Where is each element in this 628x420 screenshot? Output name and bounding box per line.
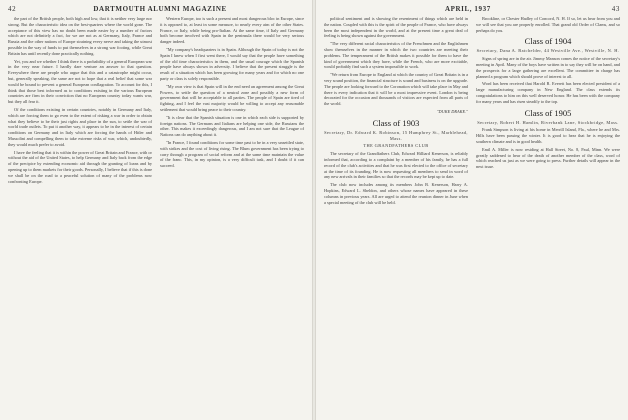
class-1903-secretary: Secretary, Dr. Edward K. Robinson, 15 Humphrey St., Marblehead, Mass. [324,129,468,141]
running-head-left [8,4,304,14]
class-note-paragraph: The club now includes among its members John B. Kenerson, Harry A. Hopkins, Edward L. Sheldon, and others whose names have appeared in these columns in previous years. All are urged to attend the reunion dinner in June when a special meeting of the club will be held. [324,182,468,205]
running-head-right [324,4,620,14]
page-number: 43 [611,5,620,13]
class-note-paragraph: Signs of spring are in the air. Jimmy Manson comes the notice of the secretary's meeting in April. Many of the boys have written in to say they will be on hand, and the prospects for a large gathering are excellent. The committee in charge has planned a program which should prove of interest to all. [476,56,620,79]
class-1905-heading: Class of 1905 [524,107,572,118]
class-note-paragraph: Emil A. Miller is now residing at Hall Street, No. 8, Paul, Minn. We were greatly saddened to hear of the death of another member of the class, word of which reached us just as we were going to press. Further details will appear in the next issue. [476,146,620,170]
article-paragraph: "We return from Europe to England at which the country of Great Britain is in a very sound position, the financial structure is sound and business is on the upgrade. The people are looking forward to the Coronation which will take place in May and there is every indication that it will be a most impressive event. London is being decorated for the occasion and thousands of visitors are expected from all parts of the world. [324,72,468,107]
class-1904-secretary: Secretary, Dana A. Batchelder, 44 Westville Ave., Westville, N. H. [476,48,620,54]
article-paragraph: "My company's headquarters is in Spain. Although the Spain of today is not the Spain I knew when I first went there, I would say that the people have something of the old time characteristics in them, and the usual courage which the Spanish people have always shown in adversity. I believe that the present struggle is the result of a situation which has been growing for many years and for which no one party or class is solely responsible. [160,46,304,81]
article-paragraph: "The very different racial characteristics of the Frenchmen and the Englishmen show themselves in the manner in which the two countries are meeting their problems. The temperament of the British makes it possible for them to have the kind of government which they have, while the French, who are more excitable, would probably find such a system impossible to work. [324,41,468,70]
class-note-paragraph: The secretary of the Grandfathers Club, Edward Hilliard Kenerson, is reliably informed that, according to a complaint by a member of his family, he has a full record of the club's activities and that he was first elected to the office of secretary at the time of its founding. He is now requesting all members to send in word of any new arrivals in their families so that the records may be kept up to date. [324,151,468,180]
class-1904-heading: Class of 1904 [524,36,572,47]
letter-signature: "DUKE DRAKE." [436,108,468,114]
article-paragraph: Yet, you and we whether I think there is a probability of a general European war in the very near future. I hardly dare venture an answer to that question. Everywhere there are people who argue that this and a catastrophe might occur, but, generally speaking, the same are not to hope that a real belief that some war would be bound to prevent a general European conflagration. To account for this, I think that those best informed as to conditions existing in the various European countries are firm in their conviction that no European country today wants war, but they all fear it. [8,58,152,105]
left-column-2 [160,16,304,416]
article-paragraph: "In France, I found conditions for some time past to be in a very unsettled state, with strikes and the cost of living rising. The Blum government has been trying to carry through a program of social reform and at the same time maintain the value of the franc. This, in my opinion, is a very difficult task, and I doubt if it can succeed. [160,139,304,169]
article-paragraph: Brookline, or Chester Hadley of Concord, N. H. If so, let us hear from you and we will see that you are properly enrolled. That grand old Order of Clams, and so perhaps do you. [476,16,620,33]
grandfathers-club-heading: THE GRANDFATHERS CLUB [363,143,429,149]
article-paragraph: Of the conditions existing in certain countries, notably in Germany and Italy, which are forcing them to go even to the extent of risking a war in order to obtain what they believe to be their just rights and place in the sun, to settle the war of world trade outlets. To put it another way, it appears to be in the interest of certain conditions on Germany and in Italy which are forcing the hands of Hitler and Mussolini and compelling them to take extreme risks of war, which, undoubtedly, they would much prefer to avoid. [8,106,152,147]
left-page [0,0,312,420]
article-paragraph: I have the feeling that it is within the power of Great Britain and France, with or without the aid of the United States, to help Germany and Italy back from the edge of the precipice by extending economic aid through the granting of loans and by opening up to them markets for their goods. Personally, I believe that if this is done we shall be on the road to a peaceful solution of many of the problems now confronting Europe. [8,149,152,184]
article-paragraph: "It is clear that the Spanish situation is one in which each side is supported by foreign nations. The Germans and Italians are helping one side, the Russians the other. This makes it exceedingly dangerous, and I am not sure that the League of Nations can do anything about it. [160,114,304,138]
class-1903-heading: Class of 1903 [372,117,420,128]
class-note-paragraph: Frank Simpson is living at his home in Merrill Island, Fla., where he and Mrs. Hills have been passing the winter. It is good to hear that he is enjoying the southern climate and is in good health. [476,127,620,144]
issue-date: APRIL, 1937 [444,5,491,13]
class-1905-secretary: Secretary, Robert H. Hamlin, Riverbank Lane, Stockbridge, Mass. [477,119,619,125]
right-page [316,0,628,420]
class-note-paragraph: Word has been received that Harold R. Everett has been elected president of a large manufacturing company in New England. The class extends its congratulations to him on this well deserved honor. He has been with the company for many years and has risen steadily to the top. [476,81,620,104]
magazine-title: DARTMOUTH ALUMNI MAGAZINE [93,5,227,13]
article-paragraph: the part of the British people, both high and low, that it is neither very large nor strong. But the characteristic idea on the best-quarters where the world gone. The acceptance of this view has no doubt been made easier by a number of factors which are not definitely a fact, for we are not as at Germany, Italy, France and Russia and the other nations of Europe straining every nerve and taking the utmost possible in the way of funds to put themselves in a strong war footing, while Great Britain has until recently done practically nothing. [8,16,152,56]
left-column-1 [8,16,152,416]
right-column-1 [324,16,468,416]
article-paragraph: "My own view is that Spain will in the end need an agreement among the Great Powers, to settle the question of a neutral zone and possibly a new form of government that will be acceptable to all parties. The people of Spain are tired of fighting, and I feel the vast majority would be willing to accept any reasonable settlement that would bring peace to their country. [160,83,304,112]
right-column-2 [476,16,620,416]
page-number: 42 [8,5,17,13]
article-paragraph: Western Europe, too is such a present and most dangerous bloc in Europe, since it is opposed to, at least in some measure, to nearly every aim of the other States. France, or Italy, while being pro-Italian. At the same time, if Italy and Germany both become involved with Spain in the peninsula there would be very serious danger indeed. [160,16,304,45]
article-paragraph: political sentiment and is showing the resentment of things which are held in the nation. Coupled with this is the spirit of the people of France, who have always been the most independent in the world, and at the present time a great deal of feeling is being shown against the government. [324,16,468,39]
